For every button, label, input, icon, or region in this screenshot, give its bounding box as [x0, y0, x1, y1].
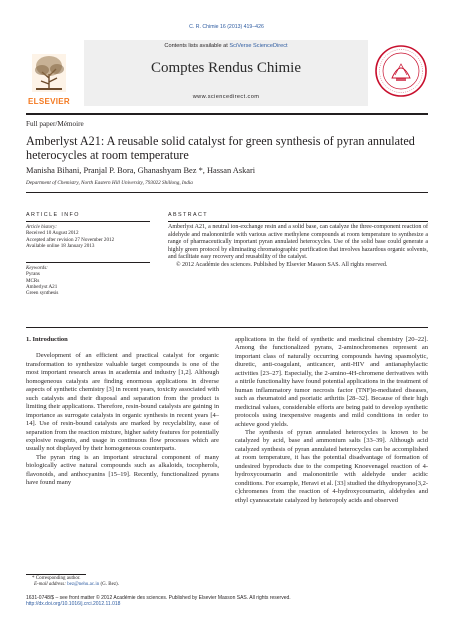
section-heading: 1. Introduction	[26, 336, 68, 343]
article-title: Amberlyst A21: A reusable solid catalyst for green synthesis of pyran annulated heterocycles at room temperature	[26, 134, 415, 162]
abstract-heading: ABSTRACT	[168, 212, 208, 218]
keyword-item: Amberlyst A21	[26, 283, 58, 290]
body-paragraph: Development of an efficient and practical catalyst for organic transformation to synthesize valuable target compounds is one of the most important research areas in academia and industry [1,2]. Although homogeneous catalysts are finding enormous applications in diverse aspects of synthetic chemistry [3] in recent years, toxicity associated with such catalysts and their disposal and separation from the product is limiting their applications. Therefore, resin-bound catalysts are gaining in importance as surrogate catalysts in organic synthesis in recent years [4–14]. Use of resin-bound catalysts are marked by recyclability, ease of separation from the reaction mixture, higher safety features for potentially explosive reagents, and usage in continuous flow processes which are usually not displayed by their homogeneous counterparts.	[26, 352, 219, 453]
corresponding-author: * Corresponding author.	[32, 576, 81, 581]
elsevier-wordmark: ELSEVIER	[28, 97, 70, 106]
body-column-left	[26, 336, 219, 488]
body-paragraph: applications in the field of synthetic and medicinal chemistry [20–22]. Among the functionalized pyrans, 2-aminochromenes represent an important class of naturally occurring compounds having spasmolytic, diuretic, anti-coagulant, anticancer, anti-HIV and antianaphylactic activities [23–27]. Especially, the 2-amino-4H-chromene derivatives with a nitrile functionality have found potential applications in the treatment of human inflammatory tumor necrosis factor (TNF)α-mediated diseases, such as rheumatoid and psoriatic arthritis [28–32]. Because of their high medicinal values, considerable efforts are being paid to develop synthetic protocols using inexpensive reagents and mild conditions in order to achieve good yields.	[235, 336, 428, 428]
email-suffix: (G. Bez).	[99, 582, 119, 588]
body-paragraph: The synthesis of pyran annulated heterocycles is known to be catalyzed by acid, base and ammonium salts [33–39]. Although acid catalyzed synthesis of pyran annulated heterocycles can be accomplished at room temperature, it has the potential disadvantage of formation of undesired byproducts due to the competing Knoevenagel reaction of 4-hydroxycoumarin and malononitrile with aldehyde under acidic conditions. For example, Heravi et al. [33] studied the dihydropyrano[3,2-c]chromenes from the reaction of 4-hydroxycoumarin, aldehydes and ethyl cyanoacetate catalyzed by heteropoly acids and observed	[235, 428, 428, 504]
academie-seal-icon	[374, 44, 428, 98]
keyword-item: MCRs	[26, 277, 40, 284]
keywords	[26, 265, 150, 296]
abstract-copyright: © 2012 Académie des sciences. Published by Elsevier Masson SAS. All rights reserved.	[176, 261, 388, 268]
homepage-link[interactable]: www.sciencedirect.com	[192, 94, 260, 100]
contents-prefix: Contents lists available at	[164, 43, 228, 49]
journal-reference: C. R. Chimie 16 (2013) 419–426	[189, 24, 264, 30]
journal-homepage	[84, 94, 368, 100]
tree-icon	[32, 54, 66, 92]
affiliation-rule	[26, 192, 428, 193]
body-column-right	[235, 336, 428, 505]
email-prefix: E-mail address:	[34, 582, 68, 588]
article-type: Full paper/Mémoire	[26, 120, 84, 128]
page-footer	[26, 595, 428, 608]
article-info-rule	[26, 221, 150, 222]
history-label: Article history:	[26, 224, 57, 230]
keyword-item: Green synthesis	[26, 290, 59, 297]
doi-link[interactable]: http://dx.doi.org/10.1016/j.crci.2012.11.018	[26, 601, 121, 608]
author-list: Manisha Bihani, Pranjal P. Bora, Ghanashyam Bez *, Hassan Askari	[26, 166, 256, 175]
email-line	[26, 582, 219, 588]
abstract-bottom-rule	[26, 327, 428, 328]
elsevier-logo	[26, 52, 72, 108]
email-link[interactable]: bez@nehu.ac.in	[67, 582, 100, 588]
abstract-rule	[168, 221, 428, 222]
history-received: Received 10 August 2012	[26, 230, 79, 237]
header-rule	[26, 113, 428, 115]
sciencedirect-link[interactable]: SciVerse ScienceDirect	[229, 43, 288, 49]
keywords-label: Keywords:	[26, 265, 48, 271]
footnote-rule	[26, 574, 86, 575]
article-info-heading: ARTICLE INFO	[26, 212, 80, 218]
history-online: Available online 18 January 2013	[26, 242, 95, 249]
front-matter-line: 1631-0748/$ – see front matter © 2012 Académie des sciences. Published by Elsevier Masson SAS. All rights reserved.	[26, 595, 291, 601]
article-history	[26, 224, 150, 249]
affiliation: Department of Chemistry, North Eastern Hill University, 793022 Shillong, India	[26, 180, 193, 186]
abstract-body	[168, 224, 428, 269]
body-paragraph: The pyran ring is an important structural component of many biologically active natural compounds such as alkaloids, tocopherols, flavonoids, and anthocyanins [15–19]. Recently, functionalized pyrans have found many	[26, 453, 219, 487]
keywords-rule	[26, 262, 150, 263]
journal-title: Comptes Rendus Chimie	[151, 60, 301, 76]
contents-line	[84, 43, 368, 49]
abstract-text: Amberlyst A21, a neutral ion-exchange resin and a solid base, can catalyze the three-component reaction of aldehyde and malononitrile with various active methylene compounds at room temperature to synthesize a range of pharmaceutically important pyran annulated heterocycles. Use of the solid base could generate a highly green protocol by eliminating chromatographic purification that involves hazardous organic solvents, and facilitate easy recovery and reusability of the catalyst.	[168, 224, 428, 260]
footnote	[26, 576, 219, 588]
history-accepted: Accepted after revision 27 November 2012	[26, 236, 115, 243]
keyword-item: Pyrans	[26, 271, 40, 278]
